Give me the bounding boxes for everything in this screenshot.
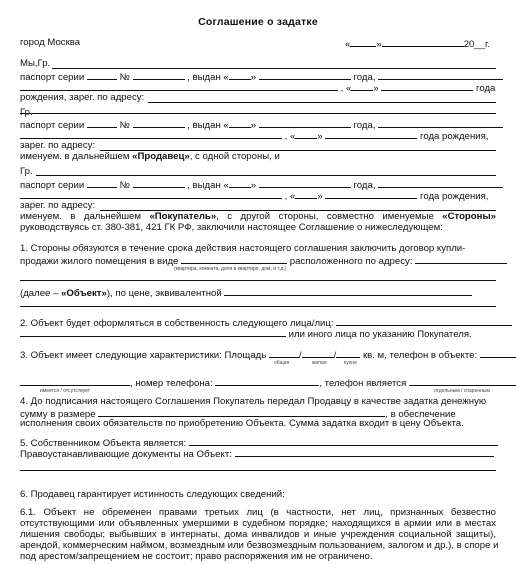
seller-named: именуем. в дальнейшем «Продавец», с одной стороны, и (20, 151, 280, 162)
clause6-p1: 6.1. Объект не обременен правами третьих лиц (в частности, нет лиц, признанных безвестно (20, 507, 496, 518)
clause3-line2: , номер телефона: , телефон является (20, 376, 516, 389)
party1-passport-line: паспорт серии № , выдан « » года, (20, 70, 503, 83)
buyer-line2: , « » года рождения, (20, 189, 488, 202)
clause6-p3: лишения свободы; выбывших в интернаты, дома инвалидов и иные учреждения социальной защиты), (20, 529, 496, 540)
clause1-line3: (далее – «Объект»), по цене, эквивалентной (20, 286, 472, 299)
clause6-p2: отсутствующими или объявленных умершими в судебном порядке; находящихся в армии или в местах (20, 518, 496, 529)
phone-type-hint: отдельным / спаренным (434, 388, 490, 394)
we-label: Мы,Гр. (20, 58, 51, 69)
seller-reg: зарег. по адресу: (20, 140, 96, 151)
clause2-line1: 2. Объект будет оформляться в собственность следующего лица/лиц: (20, 316, 512, 329)
clause5-line2: Правоустанавливающие документы на Объект: (20, 447, 494, 460)
document-title: Соглашение о задатке (198, 16, 318, 28)
clause1-line1: 1. Стороны обязуются в течение срока действия настоящего соглашения заключить договор купли- (20, 243, 466, 254)
area-kitchen-hint: кухня (344, 360, 357, 366)
date-line: « » 20__г. (345, 39, 491, 50)
clause5-line1: 5. Собственником Объекта является: (20, 436, 498, 449)
clause4-line3: исполнения своих обязательств по приобретению Объекта. Сумма задатка входит в цену Объекта. (20, 418, 464, 429)
area-total-hint: общая (274, 360, 290, 366)
clause4-line1: 4. До подписания настоящего Соглашения Покупатель передал Продавцу в качестве задатка денежную (20, 396, 487, 407)
year-suffix: 20__г. (463, 39, 491, 50)
seller-passport-line: паспорт серии № , выдан « » года, (20, 118, 503, 131)
clause1-line2: продажи жилого помещения в виде расположенного по адресу: (20, 254, 507, 267)
clause6-p4: арендой, коммерческим наймом, возмездным или безвозмездным пользованием, залогом и др.), в споре и (20, 540, 499, 551)
buyer-named: именуем. в дальнейшем «Покупатель», с другой стороны, совместно именуемые «Стороны» (20, 211, 496, 222)
buyer-reg: зарег. по адресу: (20, 200, 96, 211)
area-living-hint: жилая (312, 360, 327, 366)
party1-line2: , « » года (20, 81, 495, 94)
seller-gr: Гр. (20, 107, 33, 118)
clause4-line2: сумму в размере , в обеспечение (20, 409, 456, 420)
clause2-line2: или иного лица по указанию Покупателя. (20, 327, 472, 340)
clause1-hint: (квартира, комната, доля в квартире, дом, и т.д.) (174, 266, 287, 272)
buyer-passport-line: паспорт серии № , выдан « » года, (20, 178, 503, 191)
clause6-p5: под арестом/запрещением не состоит; право распоряжения им не ограничено. (20, 551, 373, 562)
clause3-line1: 3. Объект имеет следующие характеристики: Площадь / / кв. м, телефон в объекте: (20, 348, 516, 361)
phone-exists-hint: имеется / отсутствует (40, 388, 91, 394)
city: город Москва (20, 37, 81, 48)
seller-line2: , « » года рождения, (20, 129, 488, 142)
buyer-guided: руководствуясь ст. 380-381, 421 ГК РФ, заключили настоящее Соглашение о нижеследующем: (20, 222, 443, 233)
clause6-line1: 6. Продавец гарантирует истинность следующих сведений: (20, 489, 285, 500)
party1-birth: рождения, зарег. по адресу: (20, 92, 145, 103)
buyer-gr: Гр. (20, 166, 33, 177)
